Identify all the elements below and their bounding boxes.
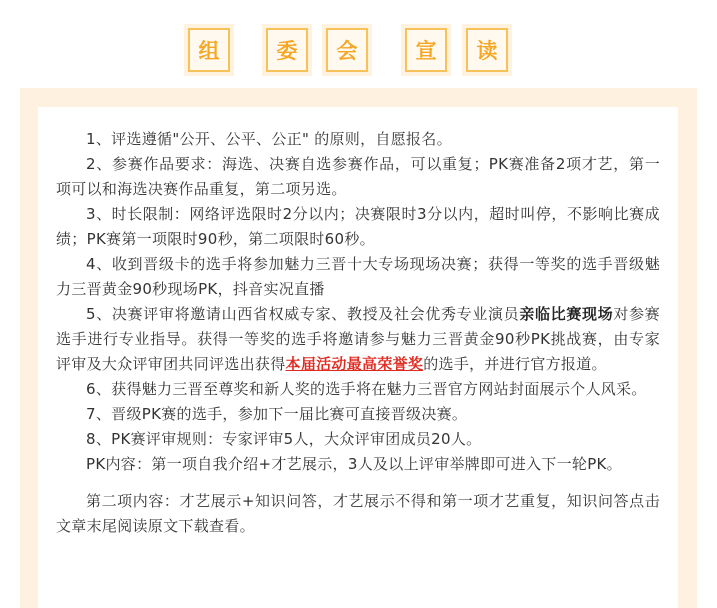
- rule-paragraph: 1、评选遵循"公开、公平、公正" 的原则，自愿报名。: [86, 130, 452, 148]
- rule-text: 对参赛选手进行专业指导。获得一等奖的选手将邀请参与魅力三晋黄金90秒PK挑战赛，由专家评审及大众评审团共同评选出获得: [56, 305, 660, 373]
- title-char-box: [401, 24, 451, 76]
- rule-paragraph: 7、晋级PK赛的选手，参加下一届比赛可直接晋级决赛。: [86, 405, 468, 423]
- rule-paragraph: 6、获得魅力三晋至尊奖和新人奖的选手将在魅力三晋官方网站封面展示个人风采。: [86, 380, 647, 398]
- highlight-text: 本届活动最高荣誉奖: [285, 355, 424, 373]
- emphasis-text: 亲临比赛现场: [519, 305, 614, 323]
- rule-paragraph: 3、时长限制：网络评选限时2分以内；决赛限时3分以内，超时叫停，不影响比赛成绩；PK赛第一项限时90秒，第二项限时60秒。: [56, 205, 660, 248]
- rule-paragraph: 2、参赛作品要求：海选、决赛自选参赛作品，可以重复；PK赛准备2项才艺，第一项可以和海选决赛作品重复，第二项另选。: [56, 155, 660, 198]
- rule-text: 的选手，并进行官方报道。: [423, 355, 607, 373]
- rule-text: 5、决赛评审将邀请山西省权威专家、教授及社会优秀专业演员: [86, 305, 520, 323]
- rule-paragraph: PK内容：第一项自我介绍+才艺展示，3人及以上评审举牌即可进入下一轮PK。: [86, 455, 622, 473]
- title-char: 宣: [405, 28, 447, 72]
- rule-paragraph: 4、收到晋级卡的选手将参加魅力三晋十大专场现场决赛；获得一等奖的选手晋级魅力三晋黄金90秒现场PK，抖音实况直播: [56, 255, 660, 298]
- title-char: 委: [266, 28, 308, 72]
- title-char: 读: [466, 28, 508, 72]
- title-char-box: [322, 24, 372, 76]
- title-char-box: [262, 24, 312, 76]
- rule-paragraph: [56, 302, 660, 377]
- title-char-box: [462, 24, 512, 76]
- rule-paragraph: 8、PK赛评审规则：专家评审5人，大众评审团成员20人。: [86, 430, 482, 448]
- section-title: [0, 24, 717, 80]
- title-char: 会: [326, 28, 368, 72]
- rule-paragraph: 第二项内容：才艺展示+知识问答，才艺展示不得和第一项才艺重复，知识问答点击文章末尾阅读原文下载查看。: [56, 492, 660, 535]
- rules-text: [56, 127, 660, 539]
- title-char: 组: [188, 28, 230, 72]
- title-char-box: [184, 24, 234, 76]
